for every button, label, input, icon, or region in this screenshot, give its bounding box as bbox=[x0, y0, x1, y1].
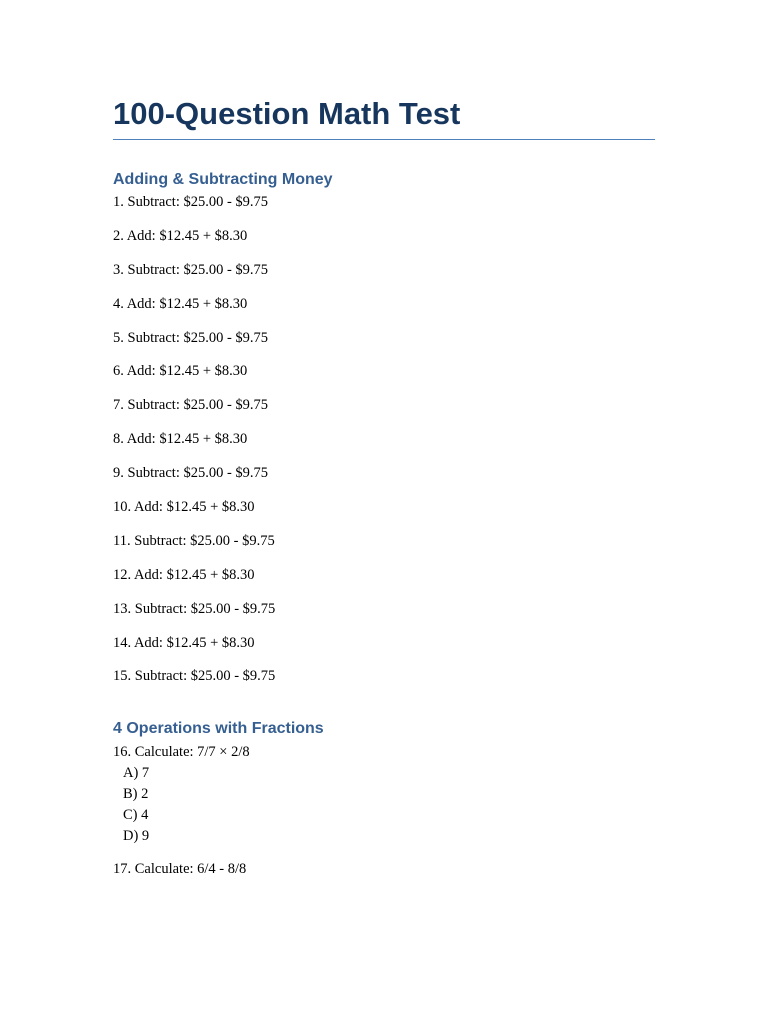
question-item: 5. Subtract: $25.00 - $9.75 bbox=[113, 329, 269, 346]
answer-option: C) 4 bbox=[123, 806, 149, 823]
question-item: 14. Add: $12.45 + $8.30 bbox=[113, 634, 255, 651]
question-item: 15. Subtract: $25.00 - $9.75 bbox=[113, 668, 276, 685]
question-item bbox=[113, 859, 655, 880]
question-item: 7. Subtract: $25.00 - $9.75 bbox=[113, 397, 269, 414]
section-heading: Adding & Subtracting Money bbox=[113, 171, 333, 188]
question-list bbox=[113, 742, 655, 880]
question-item: 6. Add: $12.45 + $8.30 bbox=[113, 363, 248, 380]
question-item: 12. Add: $12.45 + $8.30 bbox=[113, 566, 255, 583]
question-item: 2. Add: $12.45 + $8.30 bbox=[113, 227, 248, 244]
section-fractions bbox=[113, 719, 655, 880]
answer-option: B) 2 bbox=[123, 786, 149, 803]
question-item: 8. Add: $12.45 + $8.30 bbox=[113, 431, 248, 448]
question-item: 10. Add: $12.45 + $8.30 bbox=[113, 499, 255, 516]
section-money bbox=[113, 170, 655, 685]
question-item: 13. Subtract: $25.00 - $9.75 bbox=[113, 600, 276, 617]
question-item: 9. Subtract: $25.00 - $9.75 bbox=[113, 465, 269, 482]
answer-option: D) 9 bbox=[123, 827, 150, 844]
answer-option: A) 7 bbox=[123, 765, 150, 782]
question-item: 4. Add: $12.45 + $8.30 bbox=[113, 295, 248, 312]
section-heading: 4 Operations with Fractions bbox=[113, 720, 324, 738]
question-item: 3. Subtract: $25.00 - $9.75 bbox=[113, 261, 269, 278]
question-list bbox=[113, 193, 655, 685]
document-body bbox=[113, 93, 655, 893]
question-item: 1. Subtract: $25.00 - $9.75 bbox=[113, 194, 269, 210]
question-item bbox=[113, 742, 655, 846]
question-text: 17. Calculate: 6/4 - 8/8 bbox=[113, 861, 247, 878]
page-title: 100-Question Math Test bbox=[113, 93, 655, 140]
question-text: 16. Calculate: 7/7 × 2/8 bbox=[113, 744, 250, 761]
question-item: 11. Subtract: $25.00 - $9.75 bbox=[113, 532, 275, 549]
